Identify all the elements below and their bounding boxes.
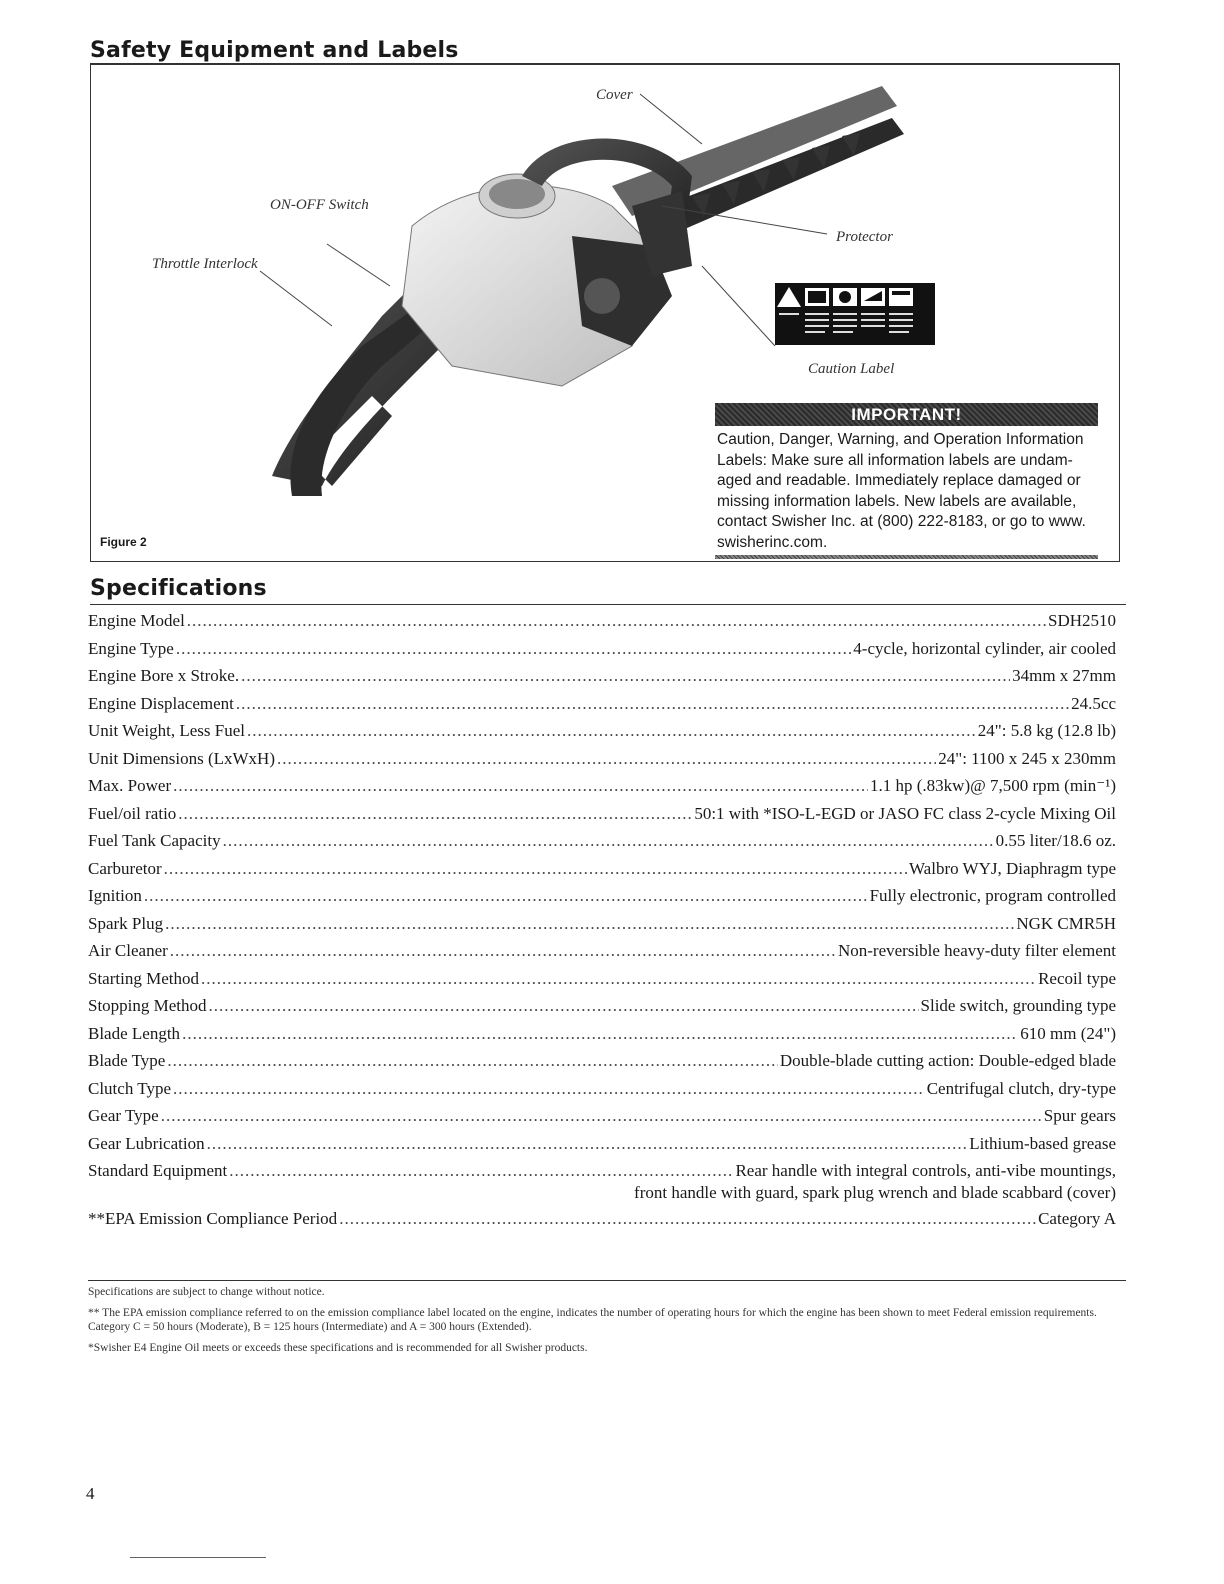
important-line: swisherinc.com. [717,533,828,551]
spec-row: Blade Type ..... Double-blade cutting action: Double-edged blade [88,1051,1116,1079]
footer-link-line [130,1557,266,1558]
spec-row: Fuel Tank Capacity ..... 0.55 liter/18.6 oz. [88,831,1116,859]
important-text [717,430,1098,553]
throttle-interlock-callout: Throttle Interlock [152,256,258,272]
important-line: aged and readable. Immediately replace damaged or [717,472,1081,489]
spec-row: Fuel/oil ratio ..... 50:1 with *ISO-L-EGD or JASO FC class 2-cycle Mixing Oil [88,804,1116,832]
spec-row: Clutch Type ..... Centrifugal clutch, dry-type [88,1079,1116,1107]
important-line: Labels: Make sure all information labels are undam- [717,451,1073,469]
important-line: missing information labels. New labels are available, [717,492,1077,510]
important-title: IMPORTANT! [851,404,962,424]
spec-row: Engine Type ..... 4-cycle, horizontal cylinder, air cooled [88,639,1116,667]
important-box [715,403,1098,559]
spec-row: Starting Method ..... Recoil type [88,969,1116,997]
cover-callout: Cover [596,87,633,103]
safety-heading: Safety Equipment and Labels [90,38,459,63]
important-line: contact Swisher Inc. at (800) 222-8183, or go to www. [717,513,1086,530]
footnotes [88,1285,1128,1362]
footnote: ** The EPA emission compliance referred to on the emission compliance label located on the engine, indicates the number of operating hours for which the engine has been shown to meet Federal emission requirements. Category C = 50 hours (Moderate), B = 125 hours (Intermediate) and A = 300 hours (Extended). [88,1307,1097,1333]
spec-row: Engine Bore x Stroke. ..... 34mm x 27mm [88,666,1116,694]
spec-row: Gear Lubrication ..... Lithium-based grease [88,1134,1116,1162]
notes-rule [88,1280,1126,1281]
spec-row: Gear Type ..... Spur gears [88,1106,1116,1134]
spec-row: Max. Power ..... 1.1 hp (.83kw)@ 7,500 rpm (min⁻¹) [88,776,1116,804]
caution-label-icon [775,283,935,345]
specs-rule [90,604,1126,605]
important-line: Caution, Danger, Warning, and Operation Information [717,431,1084,448]
specs-list [88,611,1116,1236]
spec-row: Engine Model ..... SDH2510 [88,611,1116,639]
spec-continuation: front handle with guard, spark plug wrench and blade scabbard (cover) [634,1182,1116,1202]
specs-heading: Specifications [90,576,267,601]
spec-row: Unit Dimensions (LxWxH) ..... 24": 1100 x 245 x 230mm [88,749,1116,777]
spec-row: Standard Equipment ..... Rear handle with integral controls, anti-vibe mountings, [88,1161,1116,1189]
page-number: 4 [86,1484,95,1503]
spec-row: Blade Length ..... 610 mm (24") [88,1024,1116,1052]
spec-row: Spark Plug ..... NGK CMR5H [88,914,1116,942]
spec-row: Air Cleaner ..... Non-reversible heavy-duty filter element [88,941,1116,969]
spec-row: Stopping Method ..... Slide switch, grounding type [88,996,1116,1024]
footnote: Specifications are subject to change without notice. [88,1286,325,1298]
figure-label: Figure 2 [100,535,147,549]
spec-row: Carburetor ..... Walbro WYJ, Diaphragm type [88,859,1116,887]
protector-callout: Protector [836,229,893,245]
epa-row: **EPA Emission Compliance Period ..... Category A [88,1209,1116,1237]
important-bottom-rule [715,555,1098,559]
on-off-switch-callout: ON-OFF Switch [270,197,369,213]
caution-label-callout: Caution Label [808,361,895,377]
important-banner [715,403,1098,426]
spec-row: Unit Weight, Less Fuel ..... 24": 5.8 kg (12.8 lb) [88,721,1116,749]
footnote: *Swisher E4 Engine Oil meets or exceeds these specifications and is recommended for all Swisher products. [88,1342,588,1354]
spec-row: Ignition ..... Fully electronic, program controlled [88,886,1116,914]
spec-row: Engine Displacement ..... 24.5cc [88,694,1116,722]
